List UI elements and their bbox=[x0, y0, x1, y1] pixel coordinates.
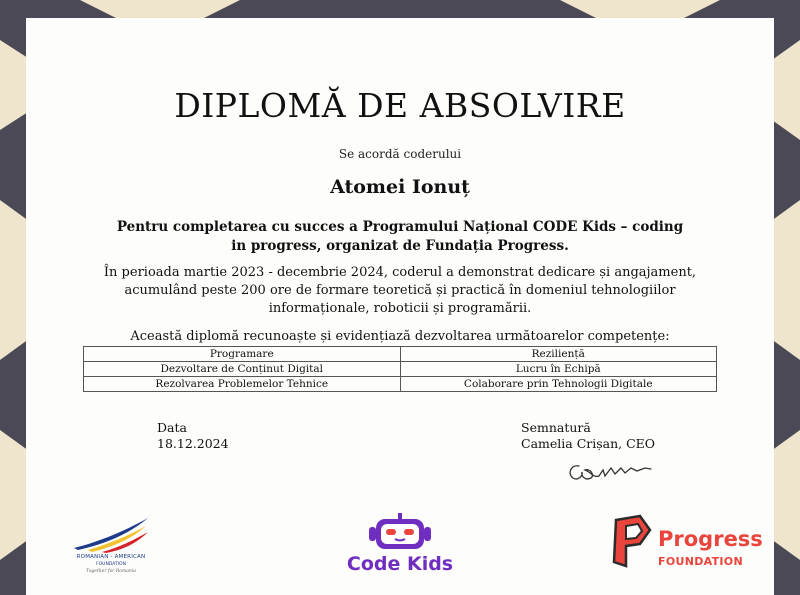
progress-p-icon bbox=[610, 514, 654, 570]
progress-wordmark: Progress bbox=[658, 527, 763, 551]
competence-cell: Reziliență bbox=[400, 347, 717, 362]
table-row bbox=[84, 377, 717, 392]
table-row bbox=[84, 362, 717, 377]
signatory-name: Camelia Crișan, CEO bbox=[521, 436, 656, 451]
competence-cell: Rezolvarea Problemelor Tehnice bbox=[84, 377, 401, 392]
program-description: Pentru completarea cu succes a Programului Național CODE Kids – coding in progress, organizat de Fundația Progress. bbox=[116, 219, 684, 254]
date-label: Data bbox=[157, 420, 187, 435]
table-row bbox=[84, 347, 717, 362]
code-kids-text: Code Kids bbox=[346, 553, 454, 575]
progress-foundation-logo bbox=[610, 514, 780, 574]
competence-cell: Programare bbox=[84, 347, 401, 362]
date-value: 18.12.2024 bbox=[157, 436, 229, 451]
recipient-name: Atomei Ionuț bbox=[330, 176, 470, 198]
signature-label: Semnatură bbox=[521, 420, 591, 435]
swoosh-icon bbox=[68, 514, 154, 554]
diploma-title: DIPLOMĂ DE ABSOLVIRE bbox=[174, 86, 626, 125]
progress-subtext: FOUNDATION bbox=[658, 555, 743, 568]
ra-logo-text: ROMANIAN - AMERICAN bbox=[76, 554, 146, 560]
competences-intro: Această diplomă recunoaște și evidențiază dezvoltarea următoarelor competențe: bbox=[130, 329, 670, 344]
ra-logo-subtext: FOUNDATION bbox=[96, 562, 126, 567]
competence-cell: Lucru în Echipă bbox=[400, 362, 717, 377]
awarded-to-label: Se acordă coderului bbox=[338, 147, 462, 161]
competence-cell: Dezvoltare de Conținut Digital bbox=[84, 362, 401, 377]
period-description: În perioada martie 2023 - decembrie 2024, coderul a demonstrat dedicare și angajament, acumulând peste 200 ore de formare teoretică și practică în domeniul tehnologiilor informaționale, roboticii și programării. bbox=[103, 265, 697, 316]
code-kids-logo bbox=[340, 510, 460, 580]
ra-logo-tagline: Together for Romania bbox=[86, 569, 136, 574]
romanian-american-foundation-logo bbox=[68, 514, 154, 580]
handwritten-signature bbox=[565, 456, 655, 486]
competences-table bbox=[83, 346, 717, 392]
competence-cell: Colaborare prin Tehnologii Digitale bbox=[400, 377, 717, 392]
robot-icon bbox=[340, 510, 460, 554]
